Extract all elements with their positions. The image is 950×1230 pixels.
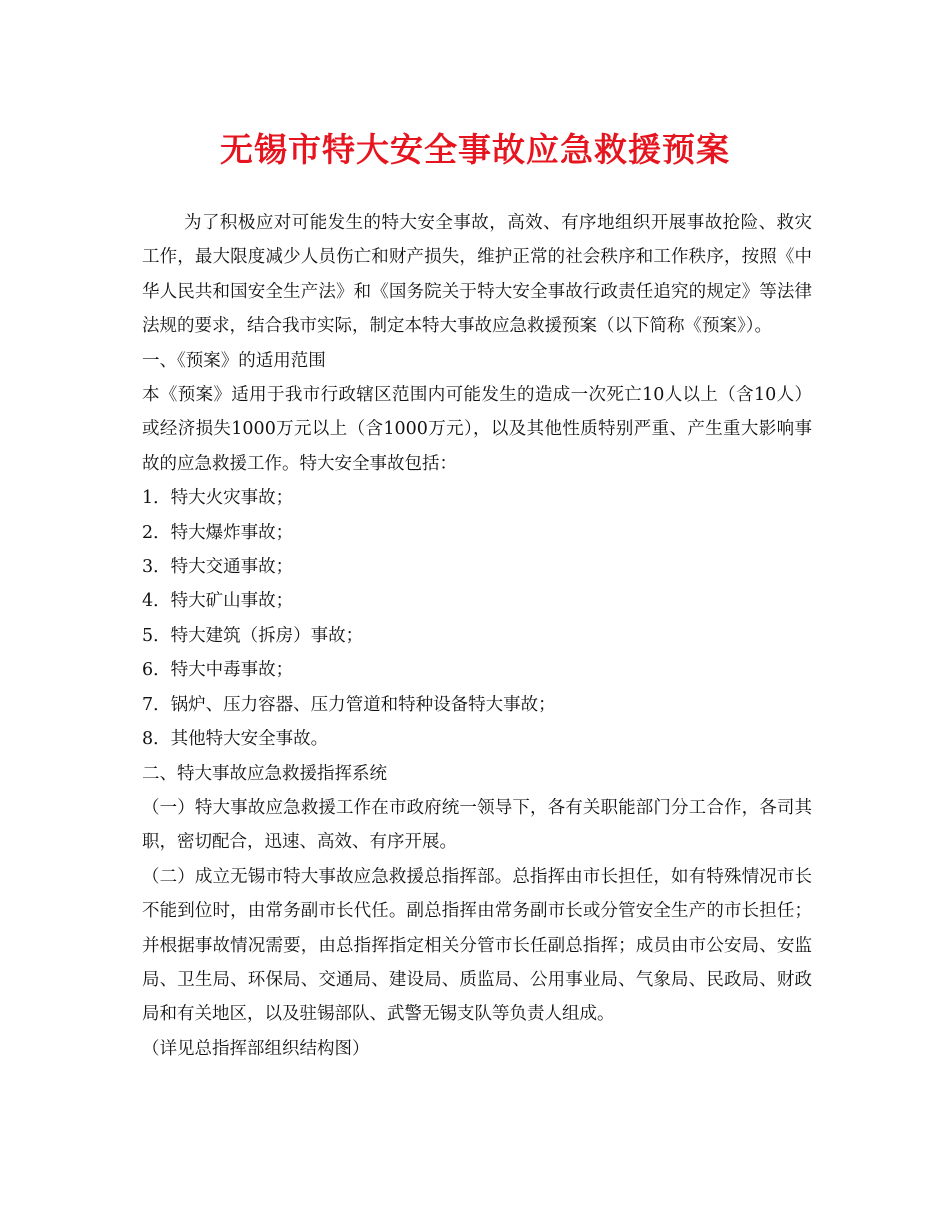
document-body: [142, 206, 812, 1066]
section2-paragraph-1: （一）特大事故应急救援工作在市政府统一领导下，各有关职能部门分工合作，各司其职，密切配合，迅速、高效、有序开展。: [142, 797, 812, 853]
list-item: 8．其他特大安全事故。: [142, 729, 329, 750]
list-item: 5．特大建筑（拆房）事故；: [142, 625, 364, 646]
section1-heading: 一、《预案》的适用范围: [142, 350, 326, 371]
list-item: 4．特大矿山事故；: [142, 591, 294, 612]
section2-note: （详见总指挥部组织结构图）: [142, 1038, 370, 1059]
list-item: 6．特大中毒事故；: [142, 660, 294, 681]
list-item: 7．锅炉、压力容器、压力管道和特种设备特大事故；: [142, 694, 556, 715]
section2-paragraph-2: （二）成立无锡市特大事故应急救援总指挥部。总指挥由市长担任，如有特殊情况市长不能到位时，由常务副市长代任。副总指挥由常务副市长或分管安全生产的市长担任；并根据事故情况需要，由总指挥指定相关分管市长任副总指挥；成员由市公安局、安监局、卫生局、环保局、交通局、建设局、质监局、公用事业局、气象局、民政局、财政局和有关地区，以及驻锡部队、武警无锡支队等负责人组成。: [142, 866, 812, 1025]
list-item: 1．特大火灾事故；: [142, 488, 294, 509]
intro-paragraph: 为了积极应对可能发生的特大安全事故，高效、有序地组织开展事故抢险、救灾工作，最大限度减少人员伤亡和财产损失，维护正常的社会秩序和工作秩序，按照《中华人民共和国安全生产法》和《国务院关于特大安全事故行政责任追究的规定》等法律法规的要求，结合我市实际，制定本特大事故应急救援预案（以下简称《预案》）。: [142, 213, 812, 337]
list-item: 2．特大爆炸事故；: [142, 522, 294, 543]
document-title: 无锡市特大安全事故应急救援预案: [220, 130, 730, 169]
list-item: 3．特大交通事故；: [142, 557, 294, 578]
section2-heading: 二、特大事故应急救援指挥系统: [142, 763, 387, 784]
section1-paragraph: 本《预案》适用于我市行政辖区范围内可能发生的造成一次死亡10人以上（含10人）或经济损失1000万元以上（含1000万元），以及其他性质特别严重、产生重大影响事故的应急救援工作。特大安全事故包括：: [142, 385, 812, 474]
